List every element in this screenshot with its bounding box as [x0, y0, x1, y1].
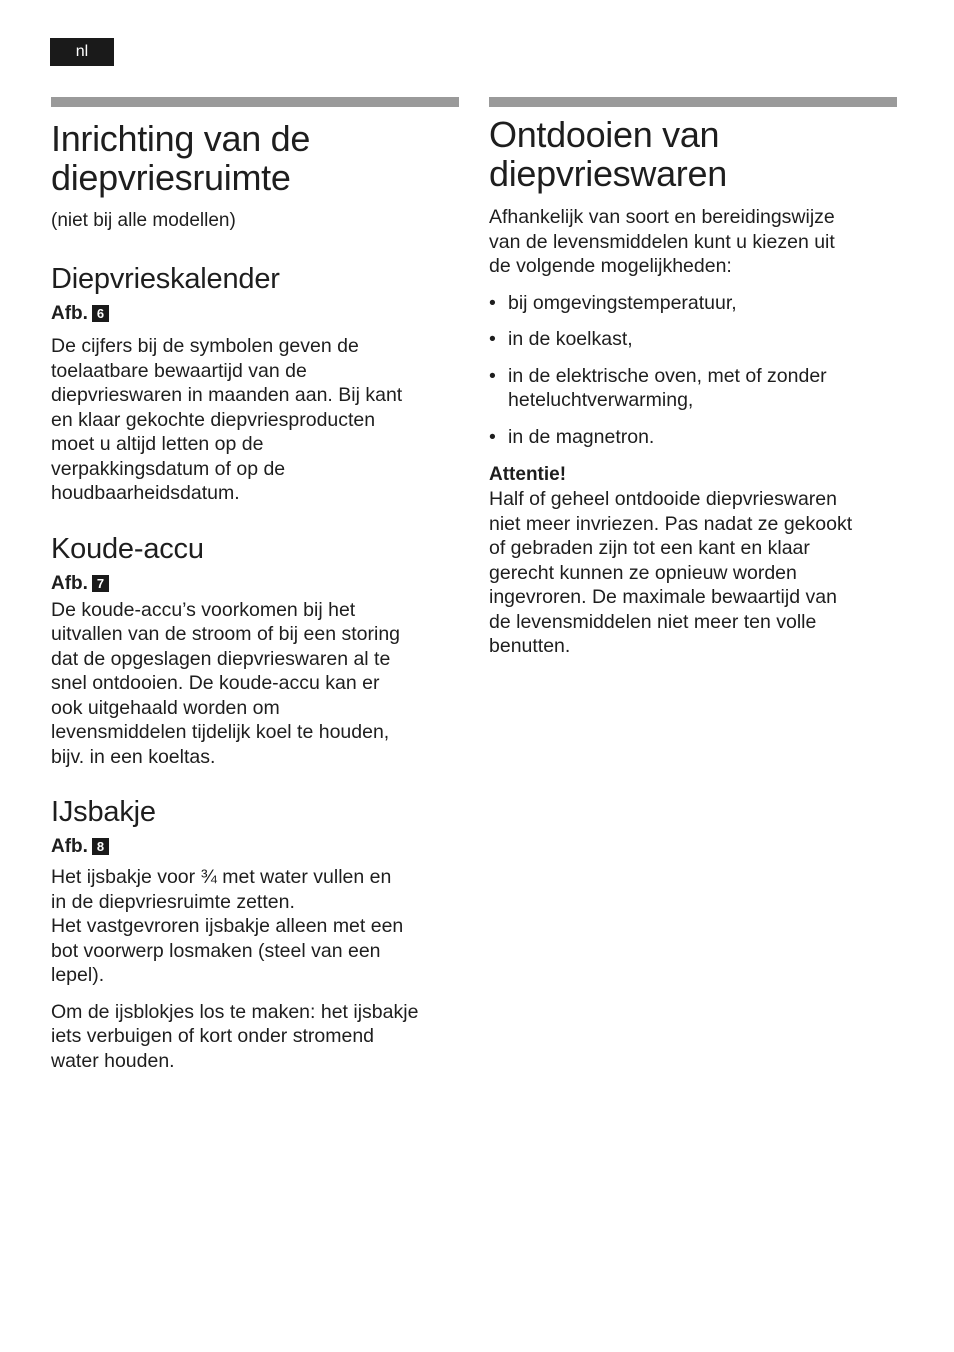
subtitle: (niet bij alle modellen) [51, 210, 236, 231]
thaw-options-list [489, 291, 897, 450]
text-line: Afhankelijk van soort en bereidingswijze [489, 206, 835, 228]
list-item [489, 364, 897, 413]
figure-label: Afb. [51, 303, 88, 324]
section-rule [489, 97, 897, 107]
page-title-line-2: diepvrieswaren [489, 153, 727, 194]
list-item [489, 425, 897, 450]
list-item-text: heteluchtverwarming, [508, 389, 694, 411]
list-item [489, 327, 897, 352]
text-line: moet u altijd letten op de [51, 433, 264, 455]
text-line: ook uitgehaald worden om [51, 696, 280, 719]
figure-reference [51, 835, 459, 859]
text-line: Half of geheel ontdooide diepvrieswaren [489, 488, 837, 510]
attention-label: Attentie! [489, 464, 567, 485]
text-line: de volgende mogelijkheden: [489, 255, 732, 277]
list-item-text: in de magnetron. [508, 425, 655, 448]
text-line: iets verbuigen of kort onder stromend [51, 1025, 375, 1047]
list-item [489, 291, 897, 316]
text-line: Om de ijsblokjes los te maken: het ijsbakje [51, 1000, 419, 1023]
language-tab: nl [50, 38, 114, 66]
text-line: snel ontdooien. De koude-accu kan er [51, 672, 380, 694]
section-koude-accu [51, 532, 459, 770]
paragraph [51, 865, 459, 988]
text-line: van de levensmiddelen kunt u kiezen uit [489, 230, 835, 253]
text-line: water houden. [51, 1049, 175, 1072]
page-title [51, 119, 459, 197]
text-line: bijv. in een koeltas. [51, 745, 216, 768]
right-column [489, 97, 897, 659]
section-heading: Diepvrieskalender [51, 263, 280, 295]
paragraph [51, 598, 459, 770]
bullet-icon: • [489, 364, 496, 387]
text-line: ingevroren. De maximale bewaartijd van [489, 586, 837, 608]
left-column [51, 97, 459, 1073]
figure-number: 8 [92, 838, 109, 855]
text-line: dat de opgeslagen diepvrieswaren al te [51, 647, 391, 670]
text-line: De koude-accu’s voorkomen bij het [51, 598, 356, 621]
paragraph [51, 334, 459, 506]
bullet-icon: • [489, 291, 496, 314]
figure-number: 6 [92, 305, 109, 322]
text-line: diepvrieswaren in maanden aan. Bij kant [51, 384, 403, 406]
page-title-line-1: Inrichting van de [51, 118, 311, 159]
bullet-icon: • [489, 425, 496, 448]
attention-paragraph [489, 487, 897, 659]
text-line: lepel). [51, 964, 105, 986]
figure-reference [51, 572, 459, 596]
figure-reference [51, 302, 459, 326]
text-line: de levensmiddelen niet meer ten volle [489, 610, 817, 633]
text-line: levensmiddelen tijdelijk koel te houden, [51, 721, 390, 743]
text-line: of gebraden zijn tot een kant en klaar [489, 537, 810, 559]
text-line: De cijfers bij de symbolen geven de [51, 335, 359, 357]
text-line: uitvallen van de stroom of bij een storing [51, 623, 401, 645]
text-line: in de diepvriesruimte zetten. [51, 890, 295, 913]
section-heading: IJsbakje [51, 796, 156, 828]
text-line: verpakkingsdatum of op de [51, 457, 286, 480]
text-line: Het vastgevroren ijsbakje alleen met een [51, 915, 404, 937]
figure-label: Afb. [51, 572, 88, 594]
section-rule [51, 97, 459, 107]
text-line: benutten. [489, 635, 571, 657]
section-diepvrieskalender [51, 262, 459, 506]
figure-label: Afb. [51, 836, 88, 857]
text-line: Het ijsbakje voor ¾ met water vullen en [51, 866, 392, 888]
paragraph [51, 1000, 459, 1074]
list-item-text: bij omgevingstemperatuur, [508, 291, 737, 314]
figure-number: 7 [92, 575, 109, 592]
page-title-line-2: diepvriesruimte [51, 157, 291, 198]
list-item-text: in de koelkast, [508, 328, 633, 350]
section-ijsbakje [51, 795, 459, 1073]
list-item-text: in de elektrische oven, met of zonder [508, 364, 827, 387]
text-line: toelaatbare bewaartijd van de [51, 359, 307, 382]
intro-paragraph [489, 205, 897, 279]
text-line: niet meer invriezen. Pas nadat ze gekookt [489, 512, 853, 535]
text-line: gerecht kunnen ze opnieuw worden [489, 561, 797, 584]
page-title-line-1: Ontdooien van [489, 114, 720, 155]
section-heading: Koude-accu [51, 532, 204, 565]
text-line: houdbaarheidsdatum. [51, 482, 240, 504]
page-title-right [489, 115, 897, 193]
bullet-icon: • [489, 328, 496, 350]
text-line: bot voorwerp losmaken (steel van een [51, 939, 381, 962]
text-line: en klaar gekochte diepvriesproducten [51, 408, 376, 431]
